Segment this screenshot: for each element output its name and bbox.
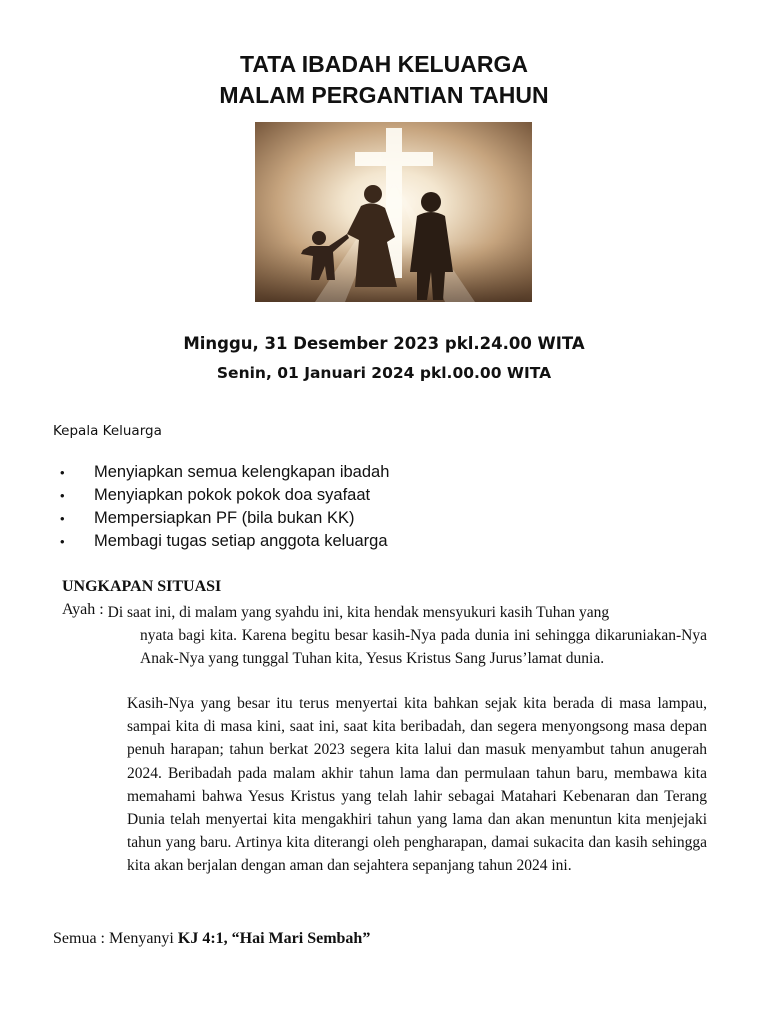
situation-paragraph-1: [108, 601, 707, 671]
task-list: [60, 461, 389, 553]
task-text: Menyiapkan pokok pokok doa syafaat: [94, 486, 371, 504]
list-item: [60, 530, 389, 553]
section-heading: UNGKAPAN SITUASI: [62, 578, 222, 595]
list-item: [60, 507, 389, 530]
cross-family-photo: [255, 122, 532, 302]
task-text: Menyiapkan semua kelengkapan ibadah: [94, 463, 390, 481]
schedule-line-1: Minggu, 31 Desember 2023 pkl.24.00 WITA: [183, 334, 585, 353]
list-item: [60, 461, 389, 484]
bullet-icon: •: [60, 534, 65, 549]
bullet-icon: •: [60, 465, 65, 480]
bullet-icon: •: [60, 488, 65, 503]
song-title: KJ 4:1, “Hai Mari Sembah”: [177, 930, 371, 947]
situation-paragraph-2: Kasih-Nya yang besar itu terus menyertai kita bahkan sejak kita berada di masa lampau, sampai kita di masa kini, saat ini, saat kita beribadah, dan segera menyongsong masa depan penuh harapan; tahun berkat 2023 segera kita lalui dan masuk menyambut tahun anugerah 2024. Beribadah pada malam akhir tahun lama dan permulaan tahun baru, membawa kita memahami bahwa Yesus Kristus yang telah lahir sebagai Matahari Kebenaran dan Terang Dunia telah menyertai kita mengakhiri tahun yang lama dan akan menuntun kita menjejaki tahun yang baru. Artinya kita diterangi oleh pengharapan, damai sukacita dan kasih sehingga kita akan berjalan dengan aman dan sejahtera sepanjang tahun 2024 ini.: [127, 695, 707, 875]
schedule-line-2: Senin, 01 Januari 2024 pkl.00.00 WITA: [216, 364, 552, 382]
document-title-line2: MALAM PERGANTIAN TAHUN: [219, 82, 549, 108]
closing-prefix: Semua : Menyanyi: [53, 930, 178, 947]
paragraph-first-line: Di saat ini, di malam yang syahdu ini, kita hendak mensyukuri kasih Tuhan yang: [107, 604, 610, 621]
document-title-line1: TATA IBADAH KELUARGA: [240, 51, 528, 77]
head-of-family-label: Kepala Keluarga: [53, 423, 162, 439]
speaker-label: Ayah :: [62, 601, 104, 618]
paragraph-continuation: nyata bagi kita. Karena begitu besar kasih-Nya pada dunia ini sehingga dikaruniakan-Nya Anak-Nya yang tunggal Tuhan kita, Yesus Kristus Sang Jurus’lamat dunia.: [140, 627, 707, 668]
task-text: Membagi tugas setiap anggota keluarga: [94, 532, 388, 550]
task-text: Mempersiapkan PF (bila bukan KK): [94, 509, 355, 527]
bullet-icon: •: [60, 511, 65, 526]
list-item: [60, 484, 389, 507]
closing-line: [53, 930, 370, 948]
